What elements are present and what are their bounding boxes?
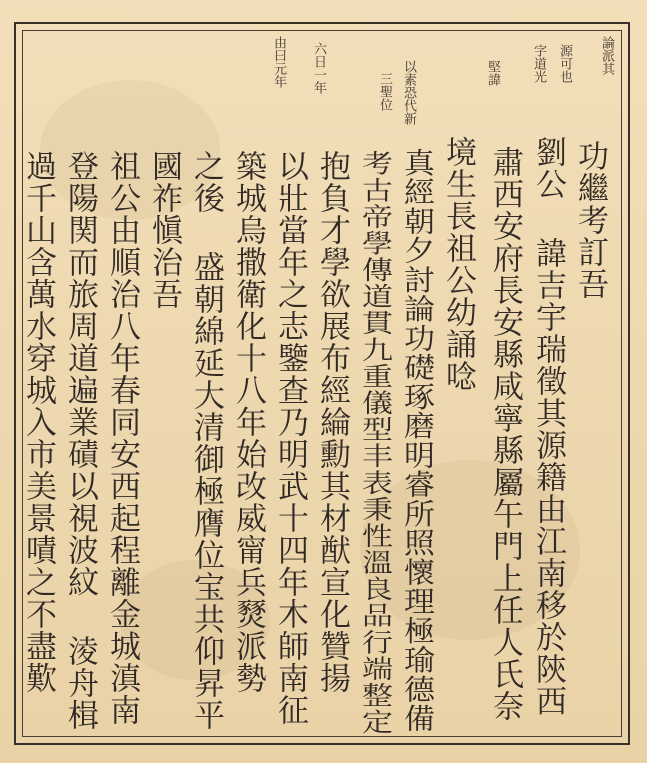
text-column: 築城烏撒衛化十八年始改威甯兵燹派勢: [230, 150, 266, 694]
margin-note: 論派其: [599, 36, 614, 75]
text-column: 祖公由順治八年春同安西起程離金城滇南: [104, 150, 140, 726]
margin-note: 六日一年: [311, 42, 326, 94]
text-column: 境生長祖公幼誦唸: [440, 136, 476, 392]
text-column: 登陽関而旅周道遍業磧以視波紋 淩舟楫: [62, 150, 98, 731]
margin-note: 源可也: [557, 44, 572, 83]
text-column: 功繼考訂吾: [572, 140, 608, 300]
text-column: 以壯當年之志鑒查乃明武十四年木師南征: [272, 150, 308, 726]
text-column: 之後 盛朝綿延大清御極膺位宝共仰昇平: [188, 150, 224, 731]
text-column: 過千山含萬水穿城入市美景嘖之不盡歎: [20, 150, 56, 694]
margin-note: 堅諱: [485, 60, 500, 86]
text-column: 國祚愼治吾: [146, 150, 182, 310]
text-column: 抱負才學欲展布經綸勳其材猷宣化贊揚: [314, 150, 350, 694]
text-column: 考古帝學傳道貫九重儀型丰表秉性溫良品行端整定: [356, 150, 392, 735]
margin-note: 字道光: [531, 44, 546, 83]
margin-note: 由曰元年: [271, 36, 286, 88]
text-column: 真經朝夕討論功礎琢磨明睿所照懷理極瑜德備: [398, 148, 434, 733]
text-column: 劉公 諱吉宇瑞徵其源籍由江南移於陝西: [530, 136, 566, 717]
margin-note: 以素恐代新: [401, 60, 416, 125]
text-column: 肅西安府長安縣咸寧縣屬午門上任人氏奈: [487, 146, 523, 722]
margin-note: 三聖位: [377, 72, 392, 111]
